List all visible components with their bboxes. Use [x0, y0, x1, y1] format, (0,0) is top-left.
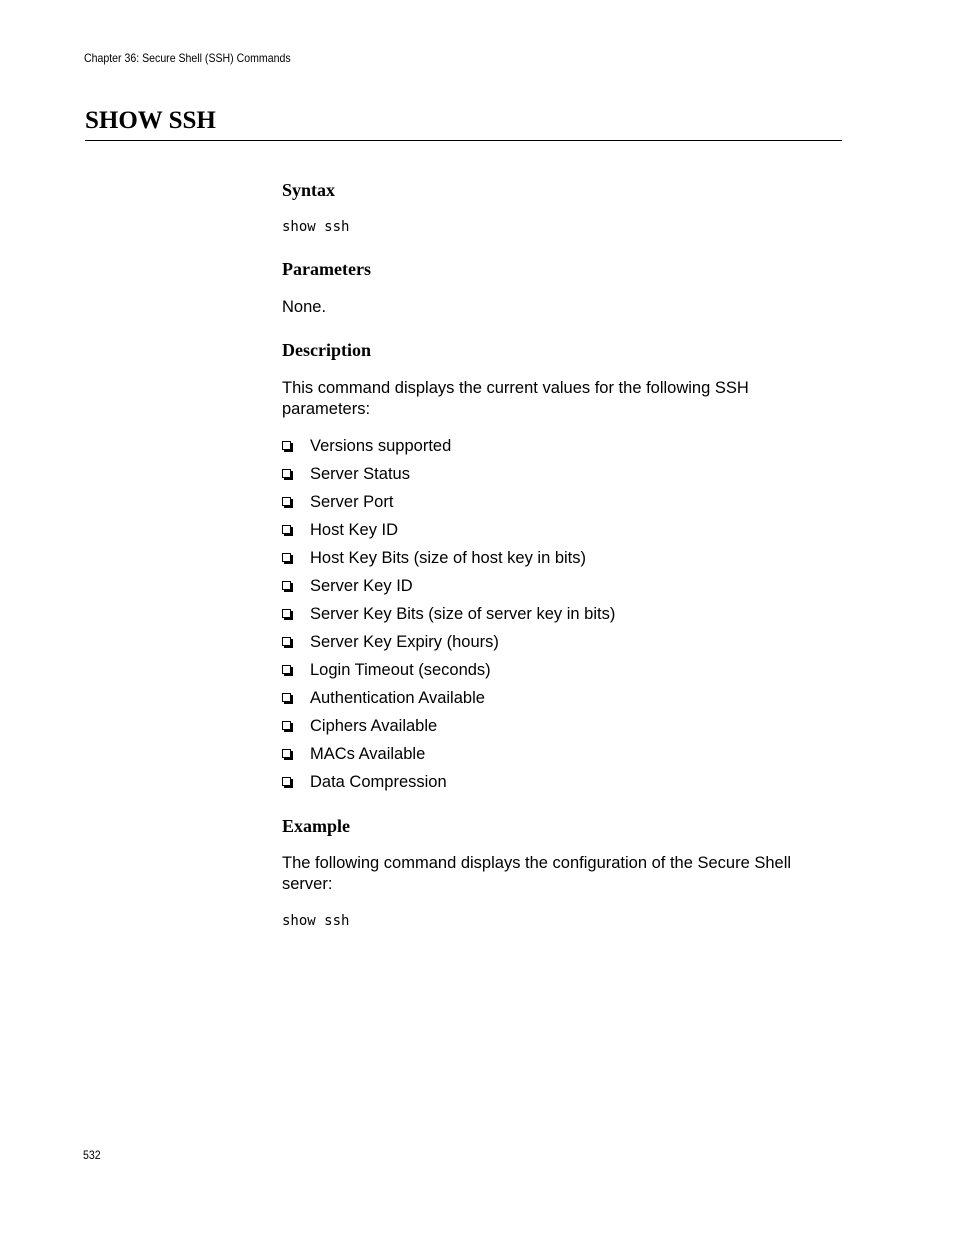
title-rule	[85, 140, 842, 141]
list-item-text: Host Key ID	[310, 521, 399, 539]
checkbox-bullet-icon	[282, 777, 291, 786]
parameters-heading: Parameters	[282, 259, 371, 279]
example-heading: Example	[282, 816, 351, 836]
list-item-text: Ciphers Available	[310, 717, 438, 735]
list-item-text: Data Compression	[310, 773, 447, 791]
list-item-text: Server Port	[310, 493, 394, 511]
page-number: 532	[83, 1148, 101, 1162]
list-item-text: Server Key ID	[310, 577, 413, 595]
checkbox-bullet-icon	[282, 441, 291, 450]
example-command: show ssh	[282, 913, 350, 929]
list-item-text: Server Key Expiry (hours)	[310, 633, 499, 651]
parameters-text: None.	[282, 298, 327, 316]
checkbox-bullet-icon	[282, 637, 291, 646]
list-item-text: Login Timeout (seconds)	[310, 661, 491, 679]
checkbox-bullet-icon	[282, 469, 291, 478]
checkbox-bullet-icon	[282, 553, 291, 562]
checkbox-bullet-icon	[282, 497, 291, 506]
example-text: The following command displays the configuration of the Secure Shell server:	[282, 854, 792, 893]
checkbox-bullet-icon	[282, 665, 291, 674]
checkbox-bullet-icon	[282, 693, 291, 702]
list-item-text: Host Key Bits (size of host key in bits)	[310, 549, 587, 567]
list-item-text: MACs Available	[310, 745, 426, 763]
list-item-text: Authentication Available	[310, 689, 485, 707]
list-item-text: Server Key Bits (size of server key in bits)	[310, 605, 616, 623]
checkbox-bullet-icon	[282, 609, 291, 618]
syntax-heading: Syntax	[282, 180, 336, 200]
checkbox-bullet-icon	[282, 525, 291, 534]
checkbox-bullet-icon	[282, 581, 291, 590]
list-item-text: Versions supported	[310, 437, 452, 455]
checkbox-bullet-icon	[282, 749, 291, 758]
description-text: This command displays the current values for the following SSH parameters:	[282, 379, 749, 418]
page-title: SHOW SSH	[85, 107, 216, 134]
checkbox-bullet-icon	[282, 721, 291, 730]
list-item-text: Server Status	[310, 465, 410, 483]
syntax-command: show ssh	[282, 219, 350, 235]
running-header: Chapter 36: Secure Shell (SSH) Commands	[84, 51, 291, 65]
description-heading: Description	[282, 340, 371, 360]
